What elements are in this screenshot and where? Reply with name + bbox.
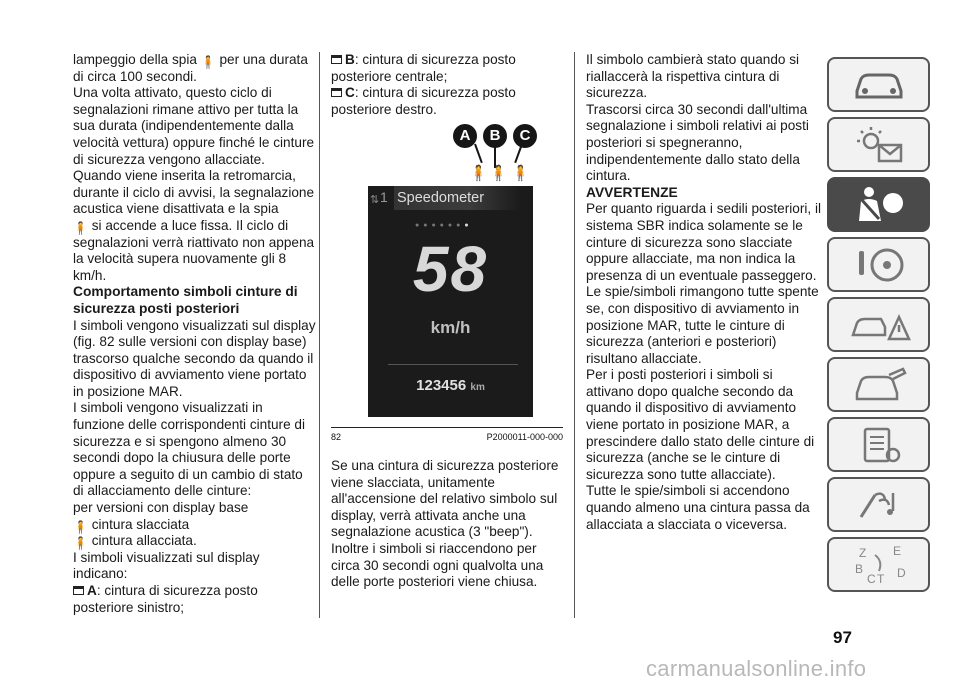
rear-left-belt-icon: 🧍 bbox=[469, 165, 488, 183]
rear-seat-icon bbox=[331, 55, 342, 64]
column-divider bbox=[319, 52, 320, 618]
paragraph-body-1: I simboli vengono visualizzati sul display (fig. 82 sulle versioni con display base) trascorso qualche secondo da quando il dispositivo di avviamento viene portato in posizione MAR. bbox=[73, 317, 316, 399]
display-separator bbox=[388, 364, 518, 365]
odometer: 123456 km bbox=[416, 377, 485, 395]
section-heading: Comportamento simboli cinture di sicurezza posti posteriori bbox=[73, 284, 298, 316]
pin-leader-line bbox=[514, 144, 523, 163]
display-note: I simboli visualizzati sul display indicano: bbox=[73, 549, 260, 582]
tab-maintenance[interactable] bbox=[827, 357, 930, 412]
column-divider bbox=[574, 52, 575, 618]
index-letter: C bbox=[866, 571, 876, 586]
rear-center-belt-icon: 🧍 bbox=[489, 165, 508, 183]
pin-b: B bbox=[483, 124, 507, 148]
figure-number: 82 bbox=[331, 432, 342, 443]
index-letter: T bbox=[876, 571, 884, 586]
steering-wheel-icon bbox=[849, 245, 909, 285]
tab-car[interactable] bbox=[827, 57, 930, 112]
rear-right-belt-icon: 🧍 bbox=[511, 165, 530, 183]
tab-index[interactable] bbox=[827, 537, 930, 592]
person-icon: 🧍 bbox=[73, 519, 88, 534]
paragraph-body-2: I simboli vengono visualizzati in funzione delle corrispondenti cinture di sicurezza e si spengono almeno 30 secondi dopo la chiusura delle porte oppure a seguito di un cambio di stato di allacciamento delle cinture: bbox=[73, 400, 305, 499]
emergency-icon bbox=[847, 305, 911, 345]
paragraph-intro-2: Una volta attivato, questo ciclo di segnalazioni rimane attivo per tutta la sua durata (indipendentemente dalla velocità vettura) oppure finché le cinture di sicurezza vengono allacciate. bbox=[73, 85, 315, 167]
speed-unit: km/h bbox=[430, 318, 471, 338]
tab-emergency[interactable] bbox=[827, 297, 930, 352]
figure-caption bbox=[331, 427, 563, 446]
figure-code: P2000011-000-000 bbox=[486, 432, 563, 443]
paragraph-body-4: Le spie/simboli rimangono tutte spente se, con dispositivo di avviamento in posizione MAR, tutte le cinture di sicurezza (anteriori e posteriori) risultano allacciate. bbox=[586, 284, 819, 366]
list-item-unfastened: 🧍 cintura slacciata bbox=[73, 516, 190, 534]
multimedia-icon bbox=[849, 485, 909, 525]
seat-belt-airbag-icon bbox=[849, 183, 909, 227]
list-item-fastened: 🧍 cintura allacciata. bbox=[73, 533, 197, 551]
paragraph-intro-1: lampeggio della spia 🧍 per una durata di circa 100 secondi. bbox=[73, 52, 308, 84]
paragraph-body-1: Se una cintura di sicurezza posteriore viene slacciata, unitamente all'accensione del relativo simbolo sul display, verrà attivata anche una segnalazione acustica (3 "beep"). bbox=[331, 457, 559, 540]
menu-arrows-icon: ⇅ bbox=[370, 194, 380, 207]
chapter-tabs bbox=[827, 57, 930, 597]
page-number: 97 bbox=[833, 628, 852, 647]
speed-value: 58 bbox=[412, 233, 489, 306]
tab-safety[interactable] bbox=[827, 177, 930, 232]
paragraph-intro-3: Quando viene inserita la retromarcia, durante il ciclo di avvisi, la segnalazione acustica viene disattivata e la spia 🧍 si accende a luce fissa. Il ciclo di segnalazioni verrà riattivato non appena la velocità supera nuovamente gli 8 km/h. bbox=[73, 168, 315, 283]
pin-leader-line bbox=[474, 144, 483, 163]
paragraph-body-6: Tutte le spie/simboli si accendono quando almeno una cintura passa da allacciata a slacciata o viceversa. bbox=[586, 483, 810, 532]
technical-data-icon bbox=[849, 425, 909, 465]
tab-starting-driving[interactable] bbox=[827, 237, 930, 292]
index-letter: E bbox=[892, 543, 901, 558]
list-item-a: A: cintura di sicurezza posto posteriore sinistro; bbox=[73, 583, 258, 615]
paragraph-body-5: Per i posti posteriori i simboli si attivano dopo qualche secondo da quando il dispositivo di avviamento viene portato in posizione MAR, a prescindere dallo stato delle cinture di sicurezza (anche se le cinture di sicurezza sono tutte allacciate). bbox=[586, 367, 815, 482]
text-column-left bbox=[73, 52, 316, 616]
text-column-middle bbox=[331, 52, 563, 591]
paragraph-body-2: Inoltre i simboli si riaccendono per circa 30 secondi ogni qualvolta una delle porte posteriori viene chiusa. bbox=[331, 540, 544, 590]
maintenance-icon bbox=[849, 365, 909, 405]
paragraph-body-3: Per quanto riguarda i sedili posteriori, il sistema SBR indica solamente se le cinture di sicurezza sono slacciate oppure allacciate, ma non indica la presenza di un eventuale passeggero. bbox=[586, 201, 821, 283]
versions-label: per versioni con display base bbox=[73, 500, 249, 516]
seat-belt-warning-icon: 🧍 bbox=[200, 55, 216, 69]
index-letter: D bbox=[896, 565, 906, 580]
paragraph-body-2: Trascorsi circa 30 secondi dall'ultima segnalazione i simboli relativi ai posti posteriori si spegneranno, indipendentemente dallo stato della cintura. bbox=[586, 101, 809, 184]
paragraph-body-1: Il simbolo cambierà stato quando si riallaccerà la rispettiva cintura di sicurezza. bbox=[586, 52, 800, 101]
list-item-b: B: cintura di sicurezza posto posteriore centrale; bbox=[331, 52, 516, 84]
page-dots: ●●●●●●● bbox=[415, 222, 473, 230]
tab-technical-data[interactable] bbox=[827, 417, 930, 472]
figure-82 bbox=[331, 122, 563, 422]
car-icon bbox=[849, 67, 909, 103]
pin-a: A bbox=[453, 124, 477, 148]
tab-warning-lights[interactable] bbox=[827, 117, 930, 172]
tab-multimedia[interactable] bbox=[827, 477, 930, 532]
menu-title: Speedometer bbox=[394, 186, 520, 210]
list-item-c: C: cintura di sicurezza posto posteriore destro. bbox=[331, 85, 516, 117]
index-letter: B bbox=[854, 561, 863, 576]
warning-heading: AVVERTENZE bbox=[586, 184, 678, 200]
seat-belt-icon: 🧍 bbox=[73, 536, 88, 551]
rear-seat-icon bbox=[331, 88, 342, 97]
rear-seat-icon bbox=[73, 586, 84, 595]
instrument-display bbox=[368, 186, 533, 417]
menu-number: 1 bbox=[380, 189, 388, 206]
seat-belt-warning-icon: 🧍 bbox=[73, 220, 88, 235]
pin-c: C bbox=[513, 124, 537, 148]
index-icon bbox=[849, 543, 909, 587]
warning-lights-icon bbox=[849, 125, 909, 165]
watermark: carmanualsonline.info bbox=[646, 656, 867, 681]
index-letter: Z bbox=[858, 545, 866, 560]
text-column-right bbox=[586, 52, 822, 533]
